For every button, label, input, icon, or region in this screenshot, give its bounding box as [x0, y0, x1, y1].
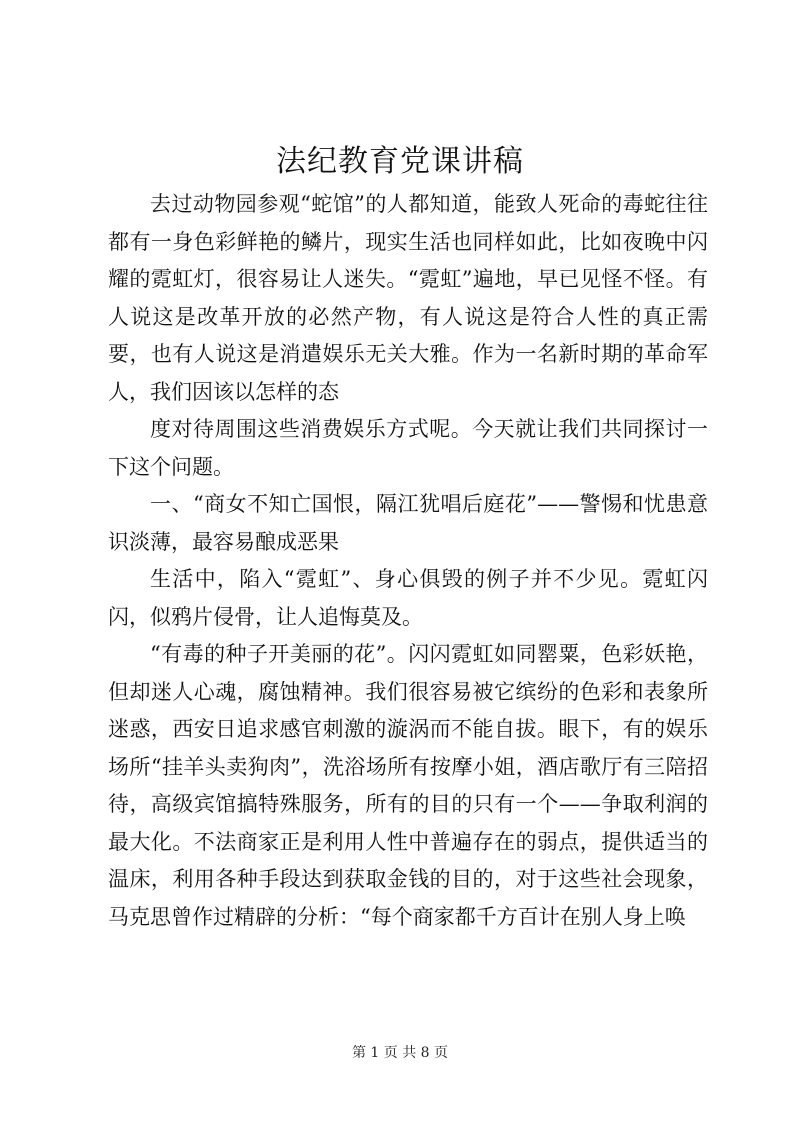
paragraph-intro: 去过动物园参观“蛇馆”的人都知道，能致人死命的毒蛇往往都有一身色彩鲜艳的鳞片，现实生活也同样如此，比如夜晚中闪耀的霓虹灯，很容易让人迷失。“霓虹”遍地，早已见怪不怪。有人说这是改革开放的必然产物，有人说这是符合人性的真正需要，也有人说这是消遣娱乐无关大雅。作为一名新时期的革命军人，我们因该以怎样的态: [108, 192, 708, 404]
paragraph-question: 度对待周围这些消费娱乐方式呢。今天就让我们共同探讨一下这个问题。: [108, 417, 708, 479]
document-title: 法纪教育党课讲稿: [276, 144, 524, 179]
document-body: [108, 186, 708, 936]
paragraph-examples: 生活中，陷入“霓虹”、身心俱毁的例子并不少见。霓虹闪闪，似鸦片侵骨，让人追悔莫及。: [108, 567, 708, 629]
paragraph-analysis: “有毒的种子开美丽的花”。闪闪霓虹如同罂粟，色彩妖艳，但却迷人心魂，腐蚀精神。我们很容易被它缤纷的色彩和表象所迷惑，西安日追求感官刺激的漩涡而不能自拔。眼下，有的娱乐场所“挂羊头卖狗肉”，洗浴场所有按摩小姐，酒店歌厅有三陪招待，高级宾馆搞特殊服务，所有的目的只有一个——争取利润的最大化。不法商家正是利用人性中普遍存在的弱点，提供适当的温床，利用各种手段达到获取金钱的目的，对于这些社会现象，马克思曾作过精辟的分析：“每个商家都千方百计在别人身上唤: [108, 642, 708, 929]
page-footer: 第 1 页 共 8 页: [351, 1045, 449, 1061]
section-heading-1: 一、“商女不知亡国恨，隔江犹唱后庭花”——警惕和忧患意识淡薄，最容易酿成恶果: [108, 492, 708, 554]
